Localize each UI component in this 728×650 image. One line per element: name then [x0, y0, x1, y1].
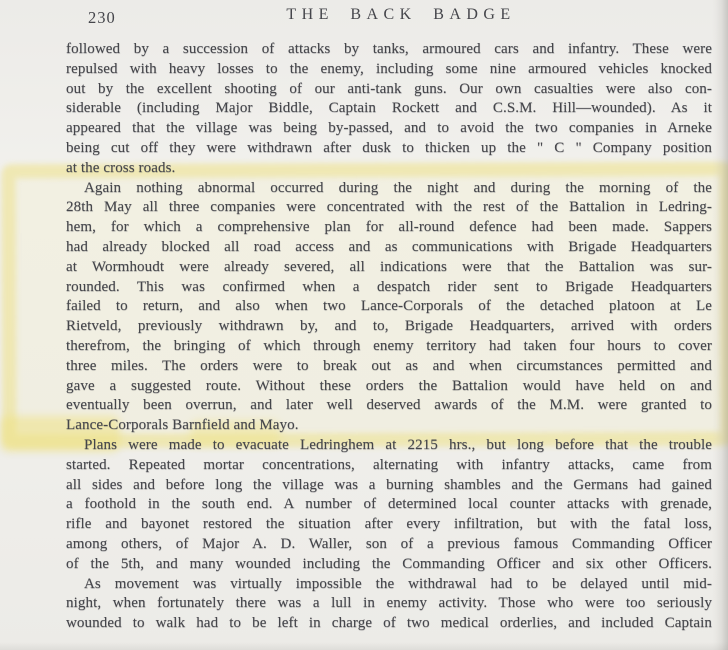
text-line: wounded to walk had to be left in charge of two medical orderlies, and included Captain [66, 615, 712, 632]
text-line: rifle and bayonet restored the situation after every infiltration, but with the fatal loss, [66, 516, 712, 533]
page-edge-shadow [712, 0, 728, 650]
paragraph [66, 436, 712, 575]
text-line: three miles. The orders were to break out as and when circumstances permitted and [66, 357, 712, 374]
text-line: repulsed with heavy losses to the enemy, including some nine armoured vehicles knocked [66, 60, 712, 77]
text-line: all sides and before long the village was a burning shambles and the Germans had gained [66, 476, 712, 493]
text-line: rounded. This was confirmed when a despatch rider sent to Brigade Headquarters [66, 278, 712, 295]
text-line: therefrom, the bringing of which through enemy territory had taken four hours to cover [66, 337, 712, 354]
paragraph-highlighted [66, 179, 712, 436]
text-line: at Wormhoudt were already severed, all indications were that the Battalion was sur- [66, 258, 712, 275]
text-line: night, when fortunately there was a lull in enemy activity. Those who were too seriously [66, 595, 712, 612]
text-line: siderable (including Major Biddle, Captain Rockett and C.S.M. Hill—wounded). As it [66, 100, 712, 117]
paragraph [66, 575, 712, 634]
text-line: started. Repeated mortar concentrations, alternating with infantry attacks, came from [66, 456, 712, 473]
text-line: As movement was virtually impossible the withdrawal had to be delayed until mid- [84, 575, 712, 592]
text-line: followed by a succession of attacks by tanks, armoured cars and infantry. These were [66, 41, 712, 57]
text-line: appeared that the village was being by-passed, and to avoid the two companies in Arneke [66, 120, 712, 137]
page-header [66, 6, 712, 32]
text-line: gave a suggested route. Without these orders the Battalion would have held on and [66, 377, 712, 394]
running-title: THE BACK BADGE [286, 6, 516, 23]
text-line: Plans were made to evacuate Ledringhem at 2215 hrs., but long before that the trouble [84, 436, 712, 453]
text-line: among others, of Major A. D. Waller, son of a previous famous Commanding Officer [66, 535, 712, 552]
text-line: 28th May all three companies were concentrated with the rest of the Battalion in Ledring- [66, 199, 712, 216]
text-line: failed to return, and also when two Lance-Corporals of the detached platoon at Le [66, 298, 712, 315]
text-line: had already blocked all road access and as communications with Brigade Headquarters [66, 238, 712, 255]
text-line: out by the excellent shooting of our anti-tank guns. Our own casualties were also con- [66, 80, 712, 97]
text-line: Lance-Corporals Barnfield and Mayo. [66, 417, 299, 434]
text-line: Again nothing abnormal occurred during the night and during the morning of the [84, 179, 712, 196]
text-line: Rietveld, previously withdrawn by, and to, Brigade Headquarters, arrived with orders [66, 318, 712, 335]
text-line: a foothold in the south end. A number of determined local counter attacks with grenade, [66, 496, 712, 513]
paragraph [66, 40, 712, 179]
text-line: of the 5th, and many wounded including the Commanding Officer and six other Officers. [66, 555, 712, 572]
page-bottom-shadow [0, 642, 728, 650]
text-line: being cut off they were withdrawn after dusk to thicken up the " C " Company position [66, 139, 712, 156]
text-line: hem, for which a comprehensive plan for all-round defence had been made. Sappers [66, 219, 712, 236]
text-line: eventually been overrun, and later well deserved awards of the M.M. were granted to [66, 397, 712, 414]
page-number: 230 [88, 8, 116, 27]
text-line: at the cross roads. [66, 159, 176, 176]
body-text [66, 40, 712, 634]
